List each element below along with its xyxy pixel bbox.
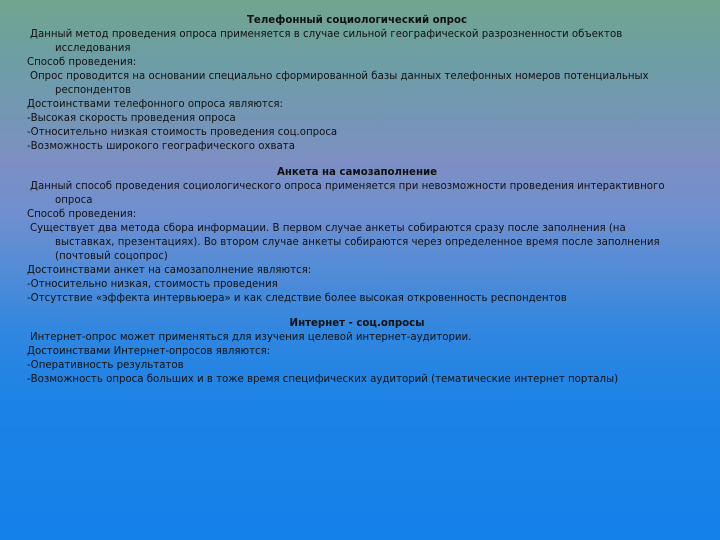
section-title-self-completion: Анкета на самозаполнение xyxy=(276,167,438,178)
list-item-advantage: -Возможность опроса больших и в тоже время специфических аудиторий (тематические интернет порталы) xyxy=(27,374,619,385)
section-title-telephone-survey: Телефонный социологический опрос xyxy=(246,15,467,26)
section-spacer xyxy=(27,306,687,317)
paragraph-self-completion-method: Существует два метода сбора информации. В первом случае анкеты собираются сразу после заполнения (на выставках, презентациях). Во втором случае анкеты собираются через определенное время после заполнения (почтовый соцопрос) xyxy=(30,223,660,262)
list-item-advantage: -Возможность широкого географического охвата xyxy=(27,141,295,152)
list-item-advantage: -Отсутствие «эффекта интервьюера» и как следствие более высокая откровенность респондентов xyxy=(27,293,567,304)
paragraph-advantages-label: Достоинствами телефонного опроса являются: xyxy=(27,99,283,110)
section-title-internet-survey: Интернет - соц.опросы xyxy=(289,318,425,329)
section-spacer xyxy=(27,154,687,166)
paragraph-internet-description: Интернет-опрос может применяться для изучения целевой интернет-аудитории. xyxy=(30,332,472,343)
slide-content xyxy=(27,14,687,387)
paragraph-self-completion-description: Данный способ проведения социологического опроса применяется при невозможности проведения интерактивного опроса xyxy=(30,181,665,206)
paragraph-advantages-label: Достоинствами анкет на самозаполнение являются: xyxy=(27,265,312,276)
paragraph-telephone-description: Данный метод проведения опроса применяется в случае сильной географической разрозненности объектов исследования xyxy=(30,29,623,54)
paragraph-telephone-method: Опрос проводится на основании специально сформированной базы данных телефонных номеров потенциальных респондентов xyxy=(30,71,649,96)
paragraph-method-label: Способ проведения: xyxy=(27,209,137,220)
paragraph-advantages-label: Достоинствами Интернет-опросов являются: xyxy=(27,346,271,357)
list-item-advantage: -Относительно низкая стоимость проведения соц.опроса xyxy=(27,127,338,138)
list-item-advantage: -Высокая скорость проведения опроса xyxy=(27,113,236,124)
list-item-advantage: -Оперативность результатов xyxy=(27,360,184,371)
list-item-advantage: -Относительно низкая, стоимость проведения xyxy=(27,279,278,290)
paragraph-method-label: Способ проведения: xyxy=(27,57,137,68)
